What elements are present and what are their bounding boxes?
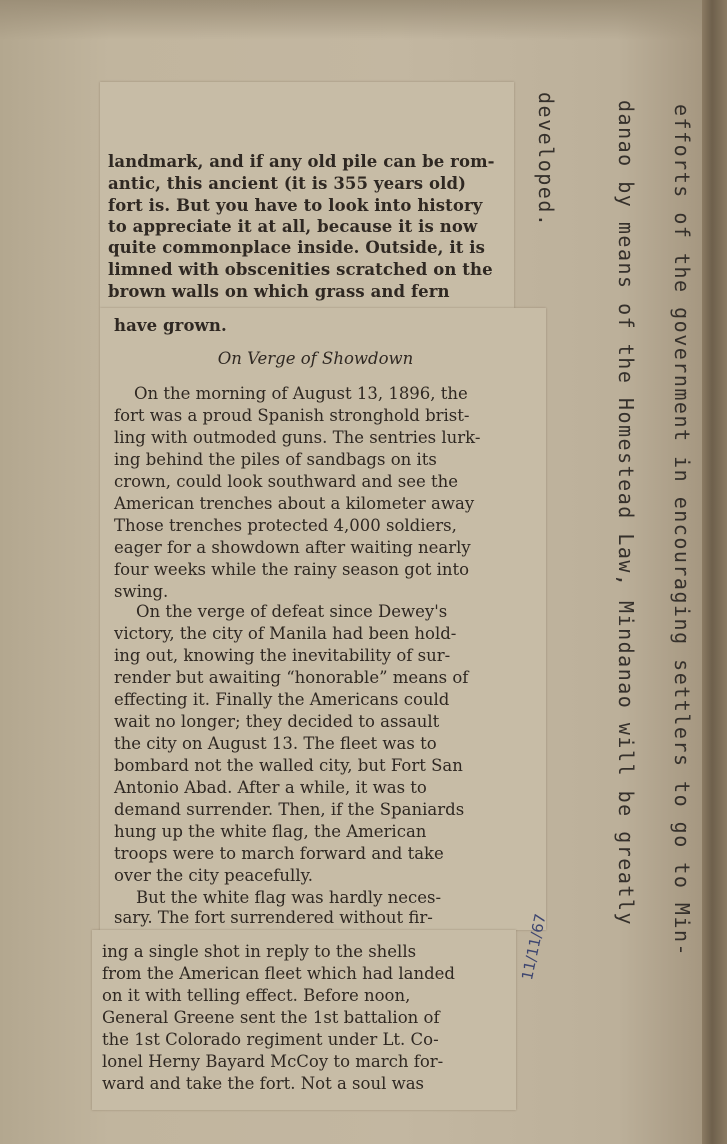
clip2-first-line: have grown. <box>114 316 227 335</box>
clip2-line: But the white flag was hardly neces- <box>136 888 442 907</box>
clip2-line: eager for a showdown after waiting nearly <box>114 538 471 557</box>
clipping-part-3 <box>92 930 516 1110</box>
clip2-line: sary. The fort surrendered without fir- <box>114 908 433 927</box>
clipping-part-1 <box>100 82 514 308</box>
clip1-line: limned with obscenities scratched on the <box>108 260 493 279</box>
clip1-line: quite commonplace inside. Outside, it is <box>108 238 486 257</box>
clip2-line: On the verge of defeat since Dewey's <box>136 602 448 621</box>
clip3-line: lonel Herny Bayard McCoy to march for- <box>102 1052 444 1071</box>
clip2-line: swing. <box>114 582 169 601</box>
clip2-line: ing behind the piles of sandbags on its <box>114 450 437 469</box>
clip2-line: over the city peacefully. <box>114 866 313 885</box>
clip3-line: on it with telling effect. Before noon, <box>102 986 411 1005</box>
clip2-line: wait no longer; they decided to assault <box>114 712 440 731</box>
clip1-line: brown walls on which grass and fern <box>108 282 450 301</box>
clip2-line: demand surrender. Then, if the Spaniards <box>114 800 465 819</box>
clip1-line: fort is. But you have to look into history <box>108 196 483 215</box>
clip1-line: to appreciate it at all, because it is now <box>108 217 478 236</box>
clip2-line: fort was a proud Spanish stronghold brist- <box>114 406 470 425</box>
clip1-line: antic, this ancient (it is 355 years old) <box>108 174 467 193</box>
clip2-line: effecting it. Finally the Americans could <box>114 690 450 709</box>
clipping-part-2 <box>100 308 546 930</box>
clip2-line: crown, could look southward and see the <box>114 472 459 491</box>
clip3-line: ing a single shot in reply to the shells <box>102 942 417 961</box>
clip2-line: hung up the white flag, the American <box>114 822 427 841</box>
page-stain <box>0 0 727 40</box>
handwritten-date: 11/11/67 <box>518 912 550 982</box>
clip2-line: ing out, knowing the inevitability of sur- <box>114 646 451 665</box>
section-heading: On Verge of Showdown <box>217 349 414 368</box>
clip1-line: landmark, and if any old pile can be rom- <box>108 152 495 171</box>
clip2-line: victory, the city of Manila had been hold- <box>114 624 457 643</box>
clip2-line: On the morning of August 13, 1896, the <box>134 384 468 403</box>
clip2-line: ling with outmoded guns. The sentries lurk- <box>114 428 481 447</box>
clip2-line: Those trenches protected 4,000 soldiers, <box>114 516 457 535</box>
typed-line-developed: developed. <box>534 92 558 228</box>
clip2-line: render but awaiting “honorable” means of <box>114 668 469 687</box>
clip2-line: Antonio Abad. After a while, it was to <box>114 778 427 797</box>
typed-line-homestead: danao by means of the Homestead Law, Mindanao will be greatly <box>614 100 638 927</box>
clip2-line: the city on August 13. The fleet was to <box>114 734 437 753</box>
clip2-line: bombard not the walled city, but Fort San <box>114 756 463 775</box>
clip3-line: General Greene sent the 1st battalion of <box>102 1008 440 1027</box>
clip2-line: four weeks while the rainy season got into <box>114 560 470 579</box>
clip3-line: from the American fleet which had landed <box>102 964 455 983</box>
clip2-line: troops were to march forward and take <box>114 844 444 863</box>
sheet-edge <box>702 0 727 1144</box>
clip3-line: the 1st Colorado regiment under Lt. Co- <box>102 1030 439 1049</box>
clip2-line: American trenches about a kilometer away <box>114 494 475 513</box>
clip3-line: ward and take the fort. Not a soul was <box>102 1074 425 1093</box>
typed-line-efforts: efforts of the government in encouraging settlers to go to Min- <box>670 104 694 958</box>
